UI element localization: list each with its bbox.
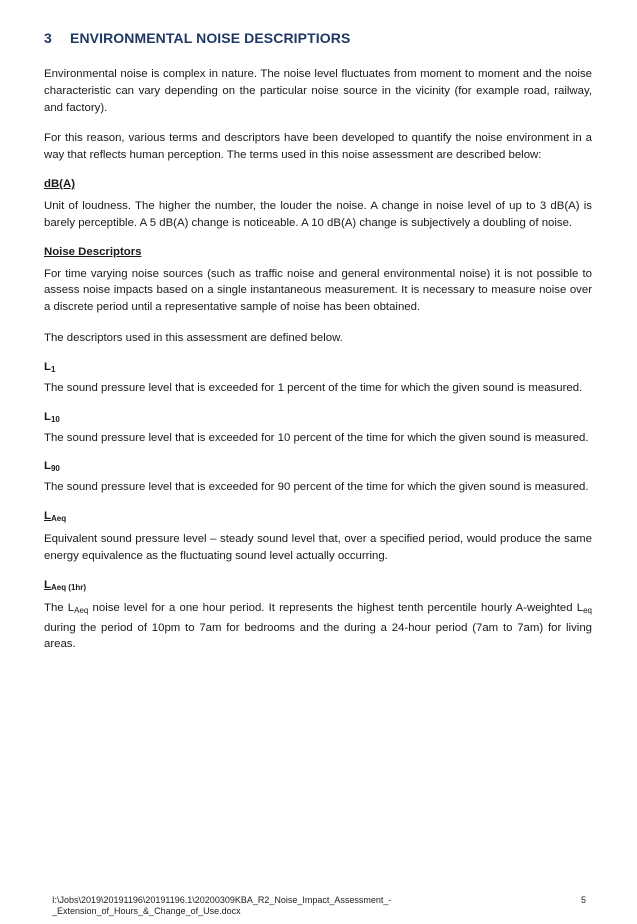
l1-base: L: [44, 360, 51, 373]
page-footer: [52, 895, 592, 917]
l10-term: [44, 411, 592, 424]
laeq-1hr-term: [44, 579, 592, 592]
laeq-1hr-text-sub-1: Aeq: [74, 605, 89, 615]
laeq-definition: Equivalent sound pressure level – steady sound level that, over a specified period, would produce the same energy equivalence as the fluctuating sound level actually occurring.: [44, 533, 592, 562]
l90-base: L: [44, 460, 51, 473]
l1-sub: 1: [50, 364, 56, 374]
l1-term: [44, 361, 592, 374]
l10-sub: 10: [50, 414, 60, 424]
laeq-1hr-sub: Aeq (1hr): [50, 582, 87, 592]
laeq-sub: Aeq: [50, 514, 67, 524]
laeq-term: [44, 510, 592, 523]
section-number: 3: [44, 30, 52, 46]
page-number: 5: [580, 895, 586, 905]
intro-paragraph-1: Environmental noise is complex in nature. The noise level fluctuates from moment to moment and the noise characteristic can vary depending on the particular noise source in the vicinity (for example road, railway, and factory).: [44, 68, 592, 114]
intro-paragraph-2: For this reason, various terms and descriptors have been developed to quantify the noise environment in a way that reflects human perception. The terms used in this noise assessment are described below:: [44, 132, 592, 162]
l90-sub: 90: [50, 464, 60, 474]
file-path: I:\Jobs\2019\20191196\20191196.1\20200309KBA_R2_Noise_Impact_Assessment_-_Extension_of_Hours_&_Change_of_Use.docx: [52, 895, 392, 916]
dba-paragraph: Unit of loudness. The higher the number, the louder the noise. A change in noise level of up to 3 dB(A) is barely perceptible. A 5 dB(A) change is noticeable. A 10 dB(A) change is subjectively a doubling of noise.: [44, 199, 592, 229]
section-title: ENVIRONMENTAL NOISE DESCRIPTIORS: [70, 30, 351, 46]
document-page: [44, 26, 592, 667]
laeq-1hr-base: L: [44, 578, 51, 591]
laeq-1hr-text-1: The L: [44, 601, 75, 614]
laeq-1hr-text-3: during the period of 10pm to 7am for bedrooms and the during a 24-hour period (7am to 7am) for living areas.: [44, 621, 592, 651]
descriptors-paragraph-2: The descriptors used in this assessment are defined below.: [44, 331, 343, 344]
l10-definition: The sound pressure level that is exceeded for 10 percent of the time for which the given sound is measured.: [44, 431, 589, 444]
laeq-1hr-definition: [44, 600, 592, 653]
laeq-1hr-text-2: noise level for a one hour period. It represents the highest tenth percentile hourly A-weighted L: [88, 601, 584, 614]
l1-definition: The sound pressure level that is exceeded for 1 percent of the time for which the given sound is measured.: [44, 381, 583, 394]
laeq-base: L: [44, 510, 51, 523]
noise-descriptors-heading: Noise Descriptors: [44, 245, 142, 258]
dba-heading: dB(A): [44, 177, 75, 190]
laeq-1hr-text-sub-2: eq: [583, 605, 592, 615]
l10-base: L: [44, 410, 51, 423]
section-heading: [44, 30, 592, 46]
l90-definition: The sound pressure level that is exceeded for 90 percent of the time for which the given sound is measured.: [44, 481, 589, 494]
l90-term: [44, 460, 592, 473]
descriptors-paragraph-1: For time varying noise sources (such as traffic noise and general environmental noise) it is not possible to assess noise impacts based on a single instantaneous measurement. It is necessary to measure noise over a discrete period until a representative sample of noise has been obtained.: [44, 267, 592, 314]
